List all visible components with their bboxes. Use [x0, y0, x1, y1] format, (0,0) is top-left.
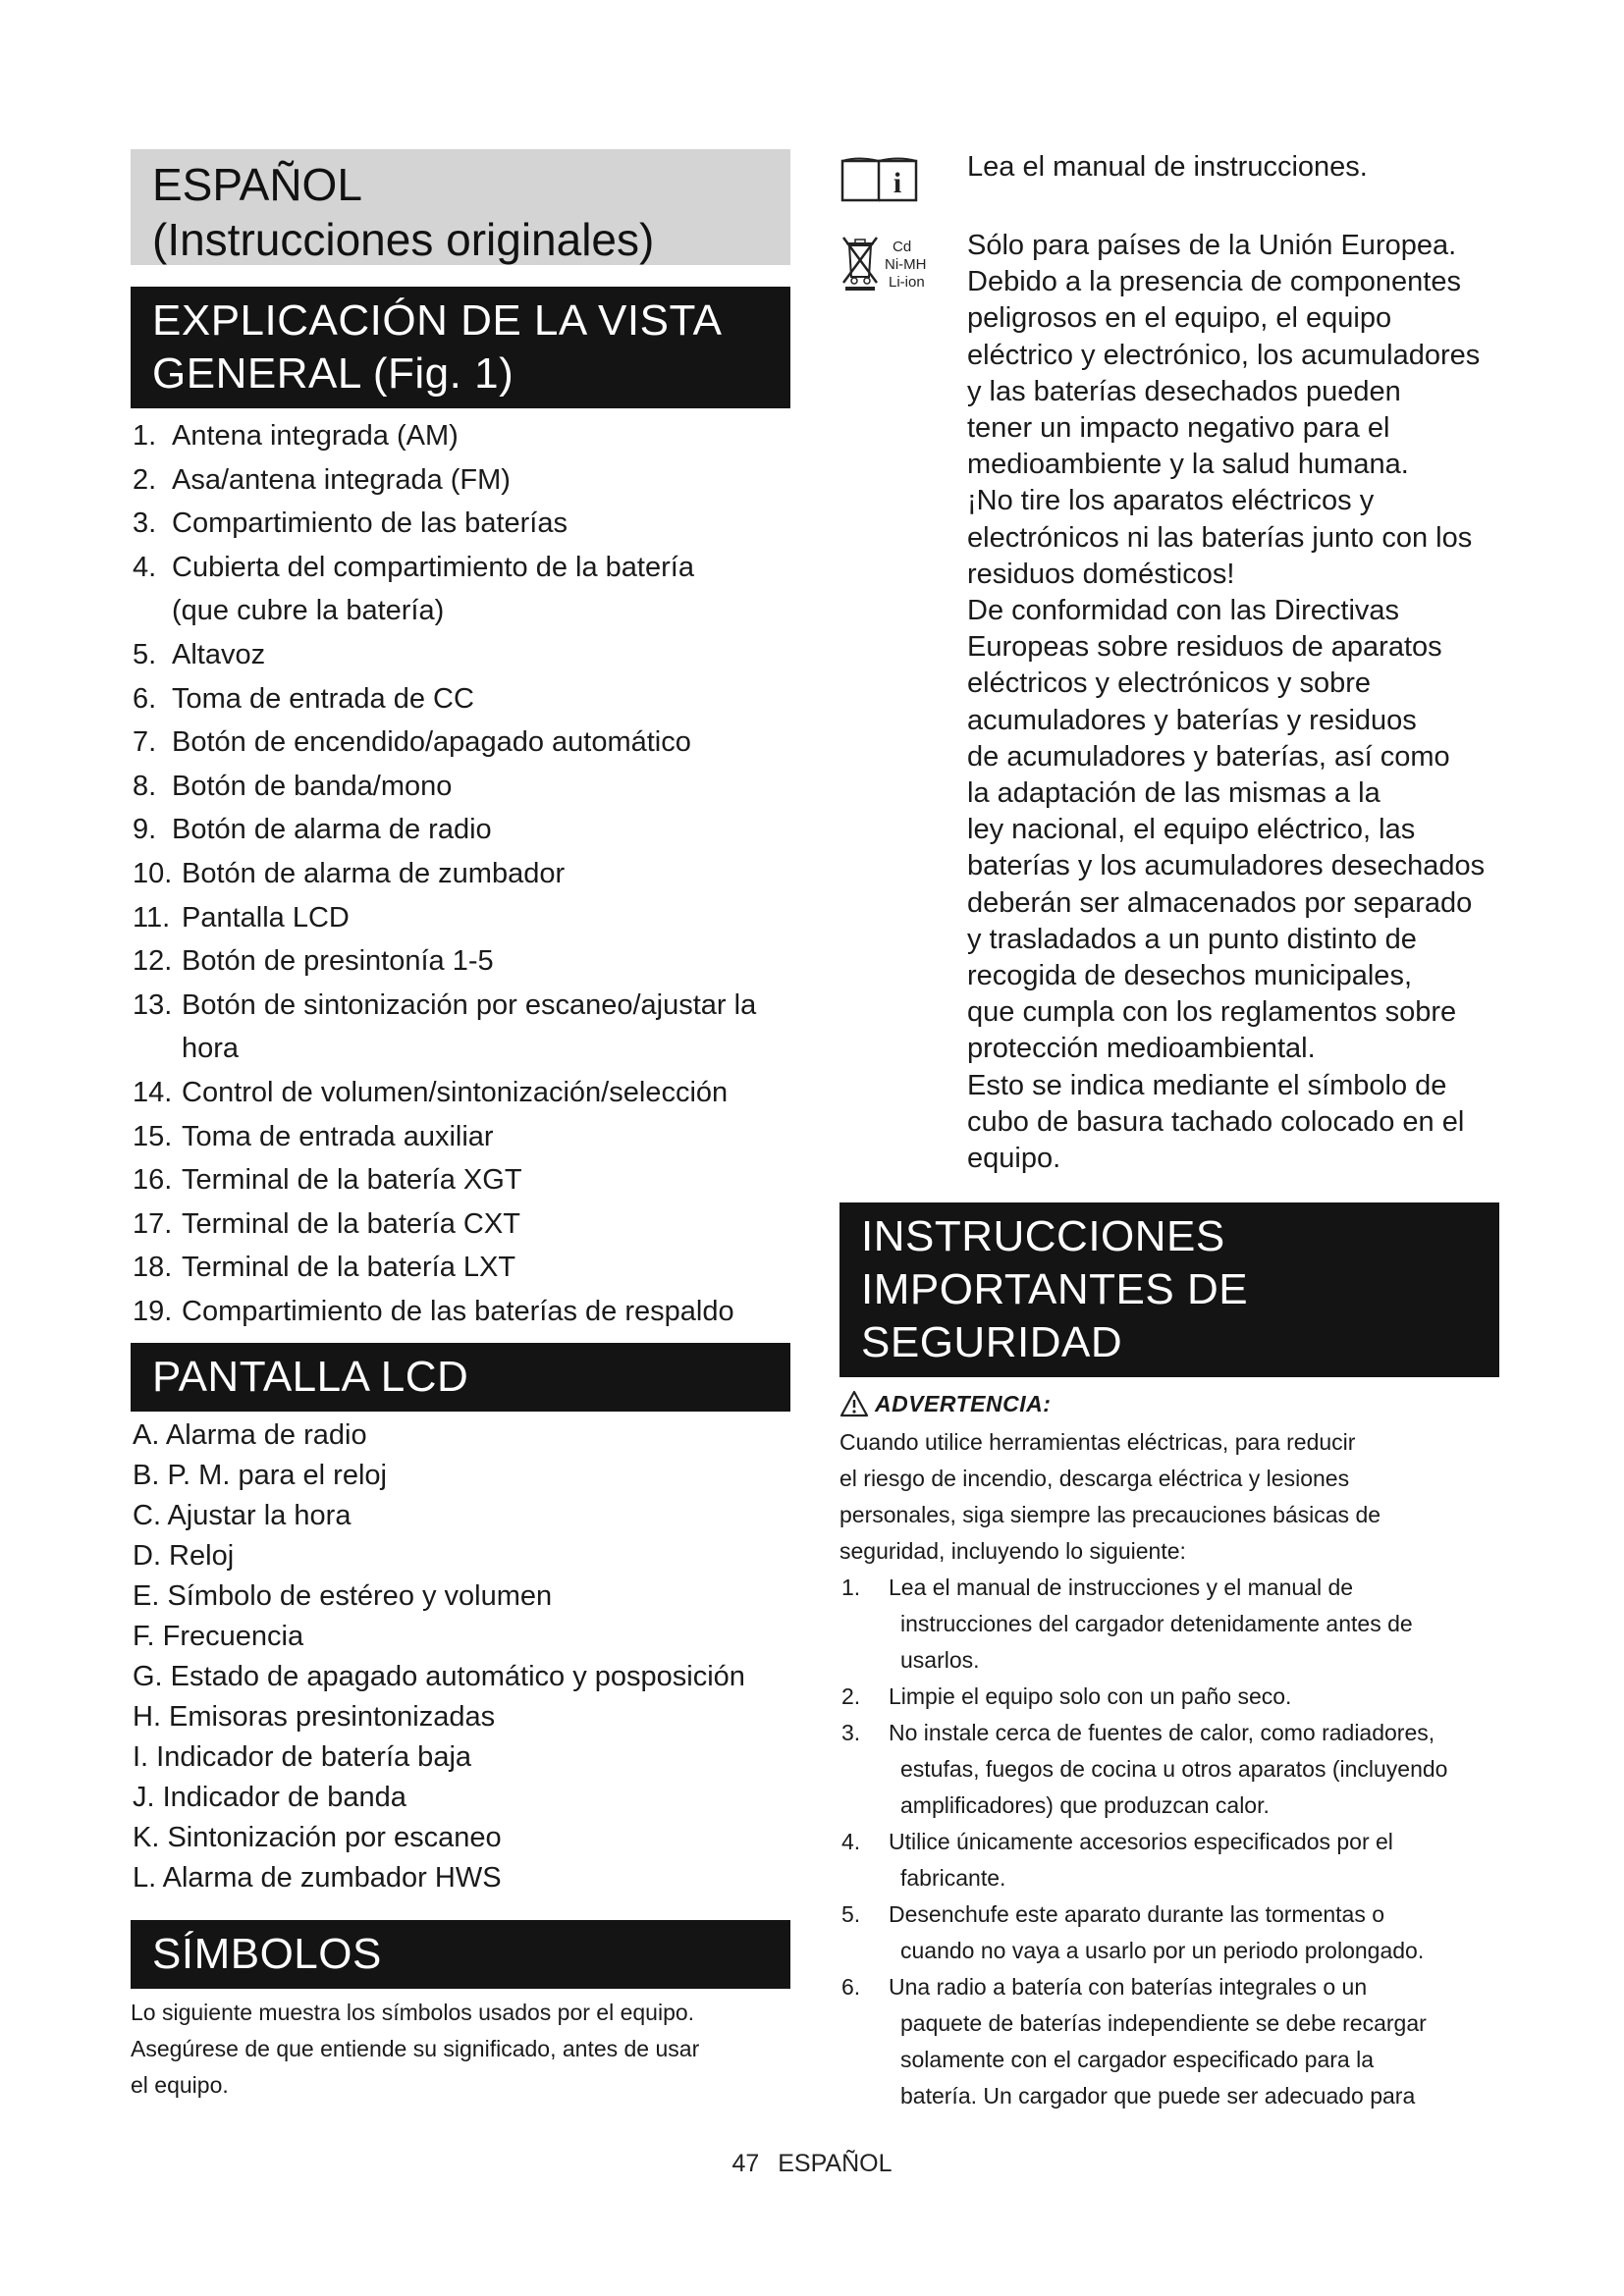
safety-item-line: Limpie el equipo solo con un paño seco.	[889, 1683, 1292, 1710]
item-text: Compartimiento de las baterías de respaldo	[182, 1295, 734, 1327]
item-number: 5.	[133, 638, 157, 670]
safety-item-line: batería. Un cargador que puede ser adecuado para	[900, 2083, 1416, 2109]
item-text: Altavoz	[172, 638, 266, 670]
weee-line: equipo.	[967, 1143, 1061, 1175]
warning-triangle-icon	[839, 1390, 869, 1417]
overview-item	[131, 721, 790, 765]
item-number: 3.	[841, 1720, 861, 1746]
item-number: 12.	[133, 945, 173, 978]
safety-item-line: Utilice únicamente accesorios especificados por el	[889, 1829, 1393, 1855]
safety-item	[839, 1969, 1499, 2114]
safety-item-line: solamente con el cargador especificado para la	[900, 2047, 1375, 2073]
overview-item	[131, 633, 790, 677]
weee-line: la adaptación de las mismas a la	[967, 777, 1380, 810]
read-manual-text: Lea el manual de instrucciones.	[967, 151, 1368, 183]
safety-item	[839, 1896, 1499, 1969]
item-text: Botón de alarma de radio	[172, 814, 492, 846]
weee-line: tener un impacto negativo para el	[967, 412, 1390, 445]
symbols-intro	[131, 1995, 790, 2104]
right-column	[839, 149, 1499, 2114]
item-number: 4.	[133, 551, 157, 583]
item-number: 6.	[841, 1974, 861, 2001]
safety-item	[839, 1570, 1499, 1679]
overview-item	[131, 765, 790, 809]
overview-item	[131, 984, 790, 1071]
overview-heading-line-1: EXPLICACIÓN DE LA VISTA	[152, 296, 723, 345]
overview-item	[131, 852, 790, 896]
overview-item	[131, 1202, 790, 1247]
item-text: Terminal de la batería LXT	[182, 1252, 516, 1284]
warning-label: ADVERTENCIA:	[875, 1390, 1052, 1416]
item-text: Botón de encendido/apagado automático	[172, 726, 691, 759]
overview-item	[131, 1071, 790, 1115]
language-title: ESPAÑOL	[152, 159, 362, 210]
language-banner	[131, 149, 790, 265]
safety-item	[839, 1824, 1499, 1896]
weee-line: cubo de basura tachado colocado en el	[967, 1105, 1465, 1138]
warning-intro-line: el riesgo de incendio, descarga eléctrica y lesiones	[839, 1466, 1350, 1492]
symbols-intro-line: Asegúrese de que entiende su significado, antes de usar	[131, 2036, 700, 2062]
footer-language: ESPAÑOL	[778, 2150, 893, 2177]
item-number: 7.	[133, 726, 157, 759]
lcd-item: D. Reloj	[133, 1540, 235, 1573]
symbols-heading	[131, 1920, 790, 1989]
item-text: Terminal de la batería CXT	[182, 1207, 520, 1240]
item-number: 2.	[841, 1683, 861, 1710]
overview-item	[131, 896, 790, 940]
safety-item-line: Lea el manual de instrucciones y el manual de	[889, 1575, 1354, 1601]
item-number: 15.	[133, 1120, 173, 1152]
item-number: 10.	[133, 857, 173, 889]
lcd-list	[131, 1415, 790, 1898]
safety-item	[839, 1715, 1499, 1824]
item-text: Antena integrada (AM)	[172, 420, 459, 452]
item-text: Botón de alarma de zumbador	[182, 857, 566, 889]
safety-heading-line: SEGURIDAD	[861, 1318, 1123, 1367]
overview-item	[131, 502, 790, 546]
item-number: 16.	[133, 1164, 173, 1197]
item-number: 1.	[133, 420, 157, 452]
svg-text:i: i	[893, 167, 902, 199]
overview-item	[131, 677, 790, 721]
weee-line: protección medioambiental.	[967, 1033, 1316, 1065]
weee-line: eléctrico y electrónico, los acumuladores	[967, 339, 1481, 371]
weee-line: residuos domésticos!	[967, 558, 1235, 590]
lcd-item: A. Alarma de radio	[133, 1419, 367, 1452]
crossed-bin-icon	[839, 232, 936, 300]
overview-item	[131, 939, 790, 984]
item-text: Control de volumen/sintonización/selección	[182, 1076, 729, 1108]
lcd-item: B. P. M. para el reloj	[133, 1460, 387, 1492]
item-text: Pantalla LCD	[182, 901, 350, 934]
weee-line: eléctricos y electrónicos y sobre	[967, 667, 1371, 700]
lcd-item: C. Ajustar la hora	[133, 1500, 352, 1532]
svg-text:Ni-MH: Ni-MH	[885, 256, 927, 273]
warning-intro-line: seguridad, incluyendo lo siguiente:	[839, 1538, 1186, 1565]
warning-intro-line: personales, siga siempre las precauciones básicas de	[839, 1502, 1381, 1528]
item-number: 13.	[133, 988, 173, 1021]
safety-list	[839, 1570, 1499, 2114]
overview-item	[131, 1158, 790, 1202]
overview-heading	[131, 287, 790, 408]
safety-item	[839, 1679, 1499, 1715]
weee-section	[839, 228, 1499, 1177]
safety-item-line: cuando no vaya a usarlo por un periodo prolongado.	[900, 1938, 1425, 1964]
item-text: Cubierta del compartimiento de la batería	[172, 551, 694, 583]
item-text: Botón de presintonía 1-5	[182, 945, 494, 978]
item-number: 18.	[133, 1252, 173, 1284]
weee-line: que cumpla con los reglamentos sobre	[967, 996, 1457, 1029]
item-text-continued: hora	[182, 1033, 240, 1065]
lcd-item: K. Sintonización por escaneo	[133, 1822, 502, 1854]
lcd-heading	[131, 1343, 790, 1412]
left-column	[131, 149, 790, 2104]
page-footer	[0, 2150, 1624, 2178]
safety-heading-line: IMPORTANTES DE	[861, 1265, 1249, 1314]
item-number: 8.	[133, 770, 157, 802]
weee-line: de acumuladores y baterías, así como	[967, 740, 1450, 773]
item-text: Asa/antena integrada (FM)	[172, 463, 511, 496]
warning-intro-line: Cuando utilice herramientas eléctricas, para reducir	[839, 1429, 1356, 1456]
item-text: Toma de entrada auxiliar	[182, 1120, 494, 1152]
weee-line: Esto se indica mediante el símbolo de	[967, 1069, 1447, 1101]
safety-item-line: No instale cerca de fuentes de calor, como radiadores,	[889, 1720, 1435, 1746]
item-number: 17.	[133, 1207, 173, 1240]
overview-item	[131, 546, 790, 633]
item-number: 9.	[133, 814, 157, 846]
safety-heading-line: INSTRUCCIONES	[861, 1212, 1225, 1261]
weee-line: y las baterías desechados pueden	[967, 375, 1401, 407]
svg-text:Cd: Cd	[893, 239, 912, 255]
weee-line: De conformidad con las Directivas	[967, 595, 1400, 627]
item-number: 14.	[133, 1076, 173, 1108]
weee-line: y trasladados a un punto distinto de	[967, 923, 1417, 955]
warning-title	[839, 1387, 1499, 1420]
weee-line: recogida de desechos municipales,	[967, 960, 1412, 992]
weee-line: medioambiente y la salud humana.	[967, 449, 1409, 481]
item-number: 6.	[133, 682, 157, 715]
lcd-item: G. Estado de apagado automático y posposición	[133, 1661, 745, 1693]
overview-list	[131, 414, 790, 1333]
lcd-item: E. Símbolo de estéreo y volumen	[133, 1580, 553, 1613]
overview-item	[131, 1115, 790, 1159]
item-text: Botón de banda/mono	[172, 770, 453, 802]
lcd-heading-text: PANTALLA LCD	[152, 1353, 469, 1402]
safety-item-line: amplificadores) que produzcan calor.	[900, 1792, 1270, 1819]
item-number: 2.	[133, 463, 157, 496]
item-text-continued: (que cubre la batería)	[172, 595, 445, 627]
item-number: 4.	[841, 1829, 861, 1855]
svg-text:Li-ion: Li-ion	[889, 274, 925, 291]
lcd-item: I. Indicador de batería baja	[133, 1741, 472, 1774]
overview-item	[131, 414, 790, 458]
safety-item-line: fabricante.	[900, 1865, 1006, 1892]
item-text: Botón de sintonización por escaneo/ajustar la	[182, 988, 757, 1021]
safety-item-line: paquete de baterías independiente se debe recargar	[900, 2010, 1427, 2037]
weee-line: Debido a la presencia de componentes	[967, 266, 1461, 298]
item-text: Toma de entrada de CC	[172, 682, 474, 715]
symbols-heading-text: SÍMBOLOS	[152, 1930, 382, 1979]
weee-line: Europeas sobre residuos de aparatos	[967, 631, 1442, 664]
lcd-item: L. Alarma de zumbador HWS	[133, 1862, 502, 1895]
overview-heading-line-2: GENERAL (Fig. 1)	[152, 349, 514, 398]
lcd-item: J. Indicador de banda	[133, 1782, 406, 1814]
weee-line: ley nacional, el equipo eléctrico, las	[967, 814, 1416, 846]
safety-item-line: usarlos.	[900, 1647, 980, 1674]
warning-intro	[839, 1424, 1499, 1570]
weee-line: Sólo para países de la Unión Europea.	[967, 230, 1457, 261]
overview-item	[131, 1246, 790, 1290]
manual-symbol-row	[839, 149, 1499, 220]
weee-line: ¡No tire los aparatos eléctricos y	[967, 485, 1375, 517]
language-subtitle: (Instrucciones originales)	[152, 214, 655, 265]
weee-line: electrónicos ni las baterías junto con los	[967, 521, 1473, 554]
safety-item-line: estufas, fuegos de cocina u otros aparatos (incluyendo	[900, 1756, 1448, 1783]
symbols-intro-line: el equipo.	[131, 2072, 229, 2099]
item-text: Terminal de la batería XGT	[182, 1164, 522, 1197]
lcd-item: H. Emisoras presintonizadas	[133, 1701, 496, 1734]
weee-line: baterías y los acumuladores desechados	[967, 850, 1486, 882]
safety-item-line: Desenchufe este aparato durante las tormentas o	[889, 1901, 1385, 1928]
overview-item	[131, 458, 790, 503]
page-number: 47	[731, 2150, 760, 2177]
overview-item	[131, 808, 790, 852]
safety-heading	[839, 1202, 1499, 1377]
item-number: 5.	[841, 1901, 861, 1928]
weee-text	[967, 228, 1499, 1177]
safety-item-line: instrucciones del cargador detenidamente antes de	[900, 1611, 1413, 1637]
lcd-item: F. Frecuencia	[133, 1621, 304, 1653]
symbols-intro-line: Lo siguiente muestra los símbolos usados por el equipo.	[131, 2000, 695, 2026]
item-number: 19.	[133, 1295, 173, 1327]
weee-line: acumuladores y baterías y residuos	[967, 704, 1417, 736]
safety-item-line: Una radio a batería con baterías integrales o un	[889, 1974, 1368, 2001]
item-number: 1.	[841, 1575, 861, 1601]
item-number: 11.	[133, 901, 171, 934]
overview-item	[131, 1290, 790, 1334]
item-text: Compartimiento de las baterías	[172, 507, 568, 540]
weee-line: peligrosos en el equipo, el equipo	[967, 302, 1392, 335]
item-number: 3.	[133, 507, 157, 540]
weee-line: deberán ser almacenados por separado	[967, 886, 1473, 919]
read-manual-icon	[839, 155, 920, 204]
